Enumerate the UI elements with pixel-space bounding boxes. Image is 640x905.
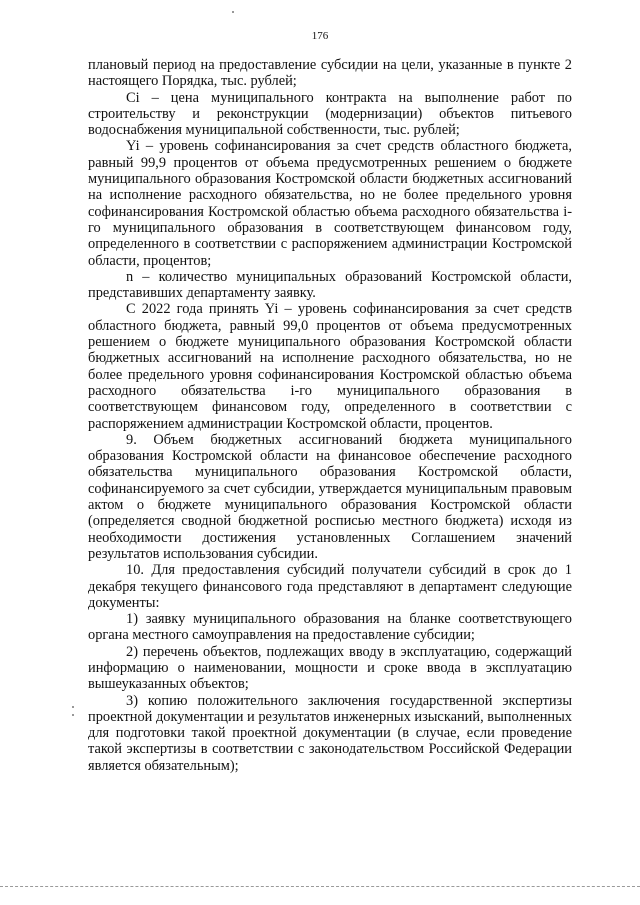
paragraph-item-10: 10. Для предоставления субсидий получатели субсидий в срок до 1 декабря текущего финансового года представляют в департамент следующие документы: — [88, 562, 572, 611]
paragraph-list-item-2: 2) перечень объектов, подлежащих вводу в эксплуатацию, содержащий информацию о наименовании, мощности и сроке ввода в эксплуатацию вышеуказанных объектов; — [88, 643, 572, 693]
scan-speck — [72, 714, 74, 716]
document-body — [88, 57, 572, 774]
paragraph-continuation: плановый период на предоставление субсидии на цели, указанные в пункте 2 настоящего Порядка, тыс. рублей; — [88, 57, 572, 90]
paragraph-2022-rule: С 2022 года принять Yi – уровень софинансирования за счет средств областного бюджета, равный 99,0 процентов от объема предусмотренных решением о бюджете муниципального образования Костромской области бюджетных ассигнований на исполнение расходного обязательства, но не более предельного уровня софинансирования Костромской областью объема расходного обязательства i-го муниципального образования в соответствующем финансовом году, определенного в соответствии с распоряжением администрации Костромской области, процентов. — [88, 301, 572, 432]
paragraph-item-9: 9. Объем бюджетных ассигнований бюджета муниципального образования Костромской области на финансовое обеспечение расходного обязательства муниципального образования Костромской области, софинансируемого за счет субсидии, утверждается муниципальным правовым актом о бюджете муниципального образования Костромской области (определяется сводной бюджетной росписью местного бюджета) исходя из необходимости достижения установленных Соглашением значений результатов использования субсидии. — [88, 431, 572, 562]
scan-speck — [232, 11, 234, 13]
paragraph-n-definition: n – количество муниципальных образований Костромской области, представивших департаменту заявку. — [88, 268, 572, 302]
page-number: 176 — [311, 30, 329, 42]
scan-edge-line — [0, 886, 640, 887]
paragraph-list-item-3: 3) копию положительного заключения государственной экспертизы проектной документации и результатов инженерных изысканий, выполненных для подготовки такой проектной документации (в случае, если проведение такой экспертизы в соответствии с законодательством Российской Федерации является обязательным); — [88, 692, 572, 774]
paragraph-ci-definition: Ci – цена муниципального контракта на выполнение работ по строительству и реконструкции (модернизации) объектов питьевого водоснабжения муниципальной собственности, тыс. рублей; — [88, 89, 572, 139]
paragraph-list-item-1: 1) заявку муниципального образования на бланке соответствующего органа местного самоуправления на предоставление субсидии; — [88, 611, 572, 644]
paragraph-yi-definition: Yi – уровень софинансирования за счет средств областного бюджета, равный 99,9 процентов от объема предусмотренных решением о бюджете муниципального образования Костромской области бюджетных ассигнований на исполнение расходного обязательства, но не более предельного уровня софинансирования Костромской областью объема расходного обязательства i-го муниципального образования в соответствующем финансовом году, определенного в соответствии с распоряжением администрации Костромской области, процентов; — [88, 138, 572, 269]
scan-speck — [72, 706, 74, 708]
